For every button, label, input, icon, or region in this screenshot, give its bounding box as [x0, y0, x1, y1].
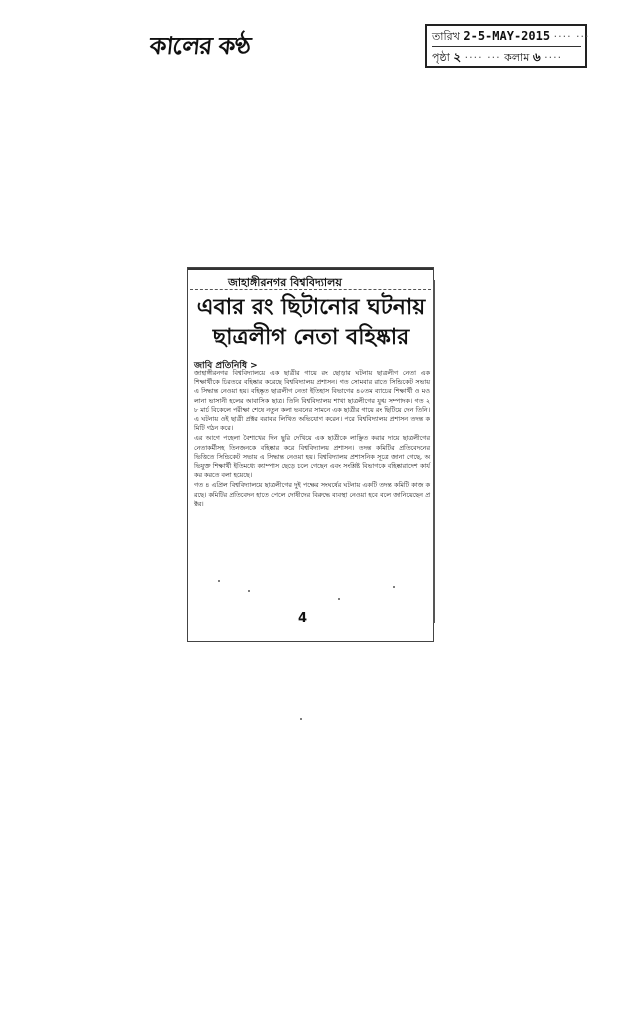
clipping-page-mark: 4	[298, 611, 308, 626]
clipping-date-stamp	[425, 24, 590, 68]
stamp-page-value: ২	[453, 50, 462, 64]
news-clipping	[187, 267, 434, 642]
article-paragraph: গত ৪ এপ্রিল বিশ্ববিদ্যালয়ে ছাত্রলীগের দুই পক্ষের সংঘর্ষের ঘটনায় একটি তদন্ত কমিটি কাজ করছে। কমিটির প্রতিবেদন হাতে পেলে দোষীদের বিরুদ্ধে ব্যবস্থা নেওয়া হবে বলে জানিয়েছেন প্রক্টর।	[194, 481, 430, 508]
scan-speck	[248, 590, 250, 592]
stamp-column-label: কলাম	[504, 51, 530, 64]
stamp-dots: ····	[544, 51, 563, 64]
scan-speck	[218, 580, 220, 582]
clipping-kicker: জাহাঙ্গীরনগর বিশ্ববিদ্যালয়	[228, 276, 342, 289]
stamp-page-label: পৃষ্ঠা	[432, 51, 450, 64]
byline: জাবি প্রতিনিধি >	[194, 361, 258, 371]
article-body	[194, 369, 430, 510]
stamp-dots: ···· ···	[553, 30, 590, 43]
article-paragraph: জাহাঙ্গীরনগর বিশ্ববিদ্যালয়ে এক ছাত্রীর গায়ে রং ছোড়ার ঘটনায় ছাত্রলীগ নেতা এক শিক্ষার্থীকে চিরতরে বহিষ্কার করেছে বিশ্ববিদ্যালয় প্রশাসন। গত সোমবার রাতে সিন্ডিকেট সভায় এ সিদ্ধান্ত নেওয়া হয়। বহিষ্কৃত ছাত্রলীগ নেতা ইতিহাস বিভাগের ৪০তম ব্যাচের শিক্ষার্থী ও মওলানা ভাসানী হলের আবাসিক ছাত্র। তিনি বিশ্ববিদ্যালয় শাখা ছাত্রলীগের যুগ্ম সম্পাদক। গত ২৮ মার্চ বিকেলে পরীক্ষা শেষে নতুন কলা ভবনের সামনে এক ছাত্রীর গায়ে রং ছিটিয়ে দেন তিনি। এ ঘটনায় ওই ছাত্রী প্রক্টর বরাবর লিখিত অভিযোগ করেন। পরে বিশ্ববিদ্যালয় প্রশাসন তদন্ত কমিটি গঠন করে।	[194, 369, 430, 433]
stamp-column-value: ৬	[532, 50, 541, 64]
stamp-dots: ···· ···	[464, 51, 501, 64]
headline-line-1: এবার রং ছিটানোর ঘটনায়	[196, 294, 426, 320]
article-paragraph: এর আগে পহেলা বৈশাখের দিন ছুরি দেখিয়ে এক ছাত্রীকে লাঞ্ছিত করার দায়ে ছাত্রলীগের নেতাকর্মীসহ তিনজনকে বহিষ্কার করে বিশ্ববিদ্যালয় প্রশাসন। তদন্ত কমিটির প্রতিবেদনের ভিত্তিতে সিন্ডিকেট সভায় এ সিদ্ধান্ত নেওয়া হয়। বিশ্ববিদ্যালয় প্রশাসনিক সূত্রে জানা গেছে, অভিযুক্ত শিক্ষার্থী ইতিমধ্যে ক্যাম্পাস ছেড়ে চলে গেছেন এবং সংশ্লিষ্ট বিভাগকে বহিষ্কারাদেশ কার্যকর করতে বলা হয়েছে।	[194, 434, 430, 480]
scan-speck	[300, 718, 302, 720]
stamp-date-row	[432, 26, 590, 47]
stamp-date-value: 2-5-MAY-2015	[463, 29, 551, 43]
stamp-page-row	[432, 47, 581, 67]
kicker-divider	[190, 289, 431, 290]
newspaper-masthead: কালের কণ্ঠ	[148, 31, 252, 60]
scan-speck	[338, 598, 340, 600]
headline-line-2: ছাত্রলীগ নেতা বহিষ্কার	[212, 324, 410, 350]
scan-speck	[393, 586, 395, 588]
clipping-top-border	[188, 268, 433, 270]
stamp-date-label: তারিখ	[432, 30, 460, 43]
clipping-edge	[433, 280, 435, 623]
